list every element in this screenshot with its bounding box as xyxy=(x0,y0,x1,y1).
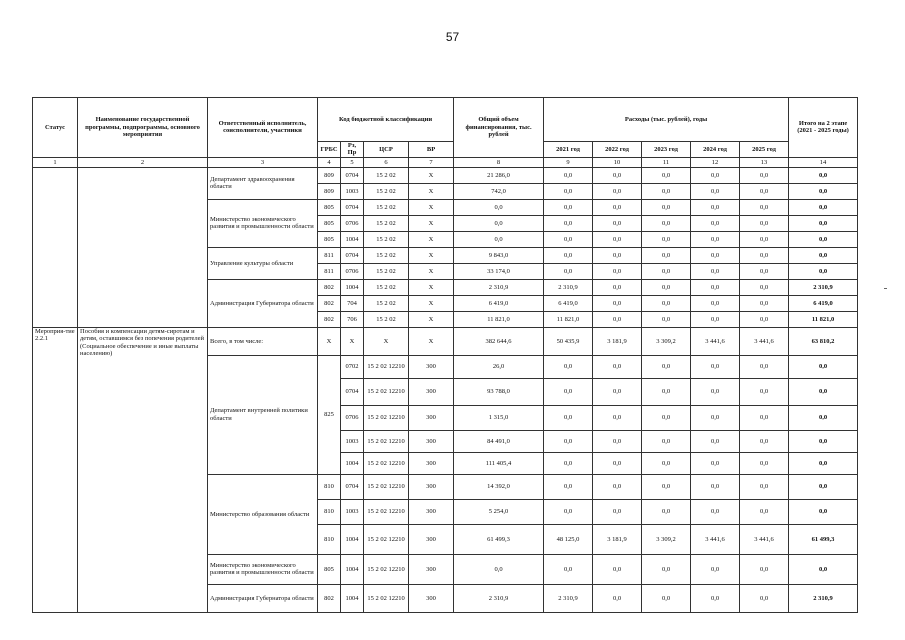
value-cell-y2023: 0,0 xyxy=(642,452,691,474)
stage-total-cell: 0,0 xyxy=(789,355,858,378)
grbs-cell: 805 xyxy=(318,199,341,215)
value-cell-y2023: 0,0 xyxy=(642,499,691,524)
rzpr-cell: 0706 xyxy=(341,263,364,279)
header-stage-total: Итого на 2 этапе (2021 - 2025 годы) xyxy=(789,98,858,158)
vr-cell: 300 xyxy=(409,584,454,612)
value-cell-y2022: 0,0 xyxy=(593,311,642,327)
value-cell-y2025: 3 441,6 xyxy=(740,327,789,355)
value-cell-y2023: 0,0 xyxy=(642,263,691,279)
value-cell-y2023: 0,0 xyxy=(642,378,691,405)
header-csr: ЦСР xyxy=(364,142,409,158)
stage-total-cell: 61 499,3 xyxy=(789,524,858,554)
csr-cell: 15 2 02 12210 xyxy=(364,405,409,430)
vr-cell: Х xyxy=(409,311,454,327)
value-cell-y2025: 0,0 xyxy=(740,474,789,499)
csr-cell: 15 2 02 12210 xyxy=(364,554,409,584)
grbs-cell: 809 xyxy=(318,167,341,183)
value-cell-y2021: 0,0 xyxy=(544,430,593,452)
value-cell-y2021: 0,0 xyxy=(544,183,593,199)
header-status: Статус xyxy=(33,98,78,158)
value-cell-y2021: 0,0 xyxy=(544,499,593,524)
code-cell-grbs: Х xyxy=(318,327,341,355)
value-cell-y2024: 0,0 xyxy=(691,355,740,378)
vr-cell: Х xyxy=(409,295,454,311)
value-cell-y2022: 0,0 xyxy=(593,167,642,183)
value-cell-total: 61 499,3 xyxy=(454,524,544,554)
value-cell-total: 0,0 xyxy=(454,215,544,231)
rzpr-cell: 1004 xyxy=(341,554,364,584)
value-cell-total: 111 405,4 xyxy=(454,452,544,474)
csr-cell: 15 2 02 xyxy=(364,167,409,183)
header-name: Наименование государственной программы, подпрограммы, основного мероприятия xyxy=(78,98,208,158)
executor-cell: Министерство экономического развития и промышленности области xyxy=(208,199,318,247)
value-cell-total: 21 286,0 xyxy=(454,167,544,183)
rzpr-cell: 0702 xyxy=(341,355,364,378)
value-cell-y2024: 0,0 xyxy=(691,378,740,405)
value-cell-y2021: 0,0 xyxy=(544,263,593,279)
value-cell-y2023: 0,0 xyxy=(642,474,691,499)
grbs-cell: 802 xyxy=(318,584,341,612)
value-cell-y2021: 11 821,0 xyxy=(544,311,593,327)
value-cell-y2025: 3 441,6 xyxy=(740,524,789,554)
value-cell-y2024: 0,0 xyxy=(691,584,740,612)
column-number: 5 xyxy=(341,157,364,167)
vr-cell: Х xyxy=(409,263,454,279)
grbs-cell: 802 xyxy=(318,311,341,327)
value-cell-y2022: 0,0 xyxy=(593,584,642,612)
value-cell-y2022: 0,0 xyxy=(593,295,642,311)
vr-cell: 300 xyxy=(409,378,454,405)
value-cell-total: 0,0 xyxy=(454,231,544,247)
stage-total-cell: 0,0 xyxy=(789,247,858,263)
value-cell-y2025: 0,0 xyxy=(740,231,789,247)
csr-cell: 15 2 02 xyxy=(364,247,409,263)
rzpr-cell: 1004 xyxy=(341,524,364,554)
csr-cell: 15 2 02 12210 xyxy=(364,499,409,524)
grbs-cell: 802 xyxy=(318,279,341,295)
executor-cell: Департамент здравоохранения области xyxy=(208,167,318,199)
csr-cell: 15 2 02 12210 xyxy=(364,474,409,499)
rzpr-cell: 0706 xyxy=(341,405,364,430)
csr-cell: 15 2 02 xyxy=(364,231,409,247)
value-cell-total: 33 174,0 xyxy=(454,263,544,279)
value-cell-y2024: 0,0 xyxy=(691,554,740,584)
rzpr-cell: 1004 xyxy=(341,279,364,295)
value-cell-y2023: 0,0 xyxy=(642,279,691,295)
value-cell-y2024: 0,0 xyxy=(691,474,740,499)
vr-cell: Х xyxy=(409,199,454,215)
value-cell-y2022: 0,0 xyxy=(593,279,642,295)
rzpr-cell: 1004 xyxy=(341,452,364,474)
csr-cell: 15 2 02 12210 xyxy=(364,452,409,474)
header-rzpr: Рз, Пр xyxy=(341,142,364,158)
value-cell-y2023: 0,0 xyxy=(642,355,691,378)
grbs-cell: 825 xyxy=(318,355,341,474)
grbs-cell: 810 xyxy=(318,524,341,554)
value-cell-y2024: 0,0 xyxy=(691,199,740,215)
rzpr-cell: 1003 xyxy=(341,430,364,452)
grbs-cell: 811 xyxy=(318,247,341,263)
value-cell-y2024: 0,0 xyxy=(691,247,740,263)
value-cell-y2022: 0,0 xyxy=(593,355,642,378)
csr-cell: 15 2 02 12210 xyxy=(364,355,409,378)
value-cell-y2022: 0,0 xyxy=(593,263,642,279)
vr-cell: 300 xyxy=(409,452,454,474)
value-cell-y2023: 3 309,2 xyxy=(642,524,691,554)
rzpr-cell: 1003 xyxy=(341,183,364,199)
value-cell-y2024: 3 441,6 xyxy=(691,327,740,355)
vr-cell: 300 xyxy=(409,524,454,554)
executor-cell: Департамент внутренней политики области xyxy=(208,355,318,474)
value-cell-y2023: 3 309,2 xyxy=(642,327,691,355)
table-row xyxy=(33,167,858,183)
vr-cell: Х xyxy=(409,167,454,183)
rzpr-cell: 0704 xyxy=(341,378,364,405)
csr-cell: 15 2 02 xyxy=(364,263,409,279)
value-cell-y2024: 0,0 xyxy=(691,452,740,474)
value-cell-y2022: 0,0 xyxy=(593,430,642,452)
grbs-cell: 805 xyxy=(318,554,341,584)
stage-total-cell: 2 310,9 xyxy=(789,584,858,612)
value-cell-y2023: 0,0 xyxy=(642,584,691,612)
csr-cell: 15 2 02 12210 xyxy=(364,378,409,405)
value-cell-y2024: 0,0 xyxy=(691,183,740,199)
value-cell-y2025: 0,0 xyxy=(740,263,789,279)
column-number: 1 xyxy=(33,157,78,167)
column-number: 10 xyxy=(593,157,642,167)
value-cell-y2023: 0,0 xyxy=(642,311,691,327)
value-cell-y2022: 3 181,9 xyxy=(593,524,642,554)
value-cell-y2025: 0,0 xyxy=(740,199,789,215)
vr-cell: Х xyxy=(409,183,454,199)
value-cell-y2025: 0,0 xyxy=(740,430,789,452)
value-cell-y2025: 0,0 xyxy=(740,247,789,263)
value-cell-y2022: 0,0 xyxy=(593,378,642,405)
value-cell-total: 382 644,6 xyxy=(454,327,544,355)
value-cell-y2025: 0,0 xyxy=(740,279,789,295)
value-cell-total: 11 821,0 xyxy=(454,311,544,327)
vr-cell: Х xyxy=(409,279,454,295)
header-year-2022: 2022 год xyxy=(593,142,642,158)
value-cell-total: 84 491,0 xyxy=(454,430,544,452)
value-cell-y2025: 0,0 xyxy=(740,499,789,524)
rzpr-cell: 1003 xyxy=(341,499,364,524)
grbs-cell: 811 xyxy=(318,263,341,279)
grbs-cell: 802 xyxy=(318,295,341,311)
header-expenses: Расходы (тыс. рублей), годы xyxy=(544,98,789,142)
value-cell-y2022: 0,0 xyxy=(593,247,642,263)
value-cell-y2021: 0,0 xyxy=(544,247,593,263)
stage-total-cell: 0,0 xyxy=(789,554,858,584)
value-cell-y2024: 0,0 xyxy=(691,295,740,311)
name-cell-empty xyxy=(78,167,208,327)
value-cell-y2023: 0,0 xyxy=(642,247,691,263)
value-cell-y2024: 3 441,6 xyxy=(691,524,740,554)
value-cell-y2021: 50 435,9 xyxy=(544,327,593,355)
value-cell-y2024: 0,0 xyxy=(691,430,740,452)
value-cell-total: 5 254,0 xyxy=(454,499,544,524)
value-cell-y2023: 0,0 xyxy=(642,430,691,452)
stage-total-cell: 0,0 xyxy=(789,474,858,499)
column-number-row xyxy=(33,157,858,167)
value-cell-y2021: 0,0 xyxy=(544,378,593,405)
csr-cell: 15 2 02 12210 xyxy=(364,524,409,554)
stage-total-cell: 0,0 xyxy=(789,405,858,430)
value-cell-y2025: 0,0 xyxy=(740,215,789,231)
column-number: 14 xyxy=(789,157,858,167)
stage-total-cell: 6 419,0 xyxy=(789,295,858,311)
value-cell-y2023: 0,0 xyxy=(642,231,691,247)
value-cell-y2025: 0,0 xyxy=(740,355,789,378)
value-cell-y2023: 0,0 xyxy=(642,405,691,430)
grbs-cell: 805 xyxy=(318,215,341,231)
stage-total-cell: 0,0 xyxy=(789,231,858,247)
grbs-cell: 810 xyxy=(318,474,341,499)
margin-dash xyxy=(884,288,887,289)
vr-cell: 300 xyxy=(409,554,454,584)
value-cell-y2022: 3 181,9 xyxy=(593,327,642,355)
csr-cell: 15 2 02 xyxy=(364,199,409,215)
value-cell-y2025: 0,0 xyxy=(740,183,789,199)
value-cell-y2022: 0,0 xyxy=(593,231,642,247)
value-cell-total: 26,0 xyxy=(454,355,544,378)
value-cell-y2025: 0,0 xyxy=(740,311,789,327)
value-cell-total: 9 843,0 xyxy=(454,247,544,263)
page-number: 57 xyxy=(445,30,460,44)
stage-total-cell: 63 810,2 xyxy=(789,327,858,355)
value-cell-total: 0,0 xyxy=(454,554,544,584)
stage-total-cell: 2 310,9 xyxy=(789,279,858,295)
code-cell-vr: Х xyxy=(409,327,454,355)
column-number: 3 xyxy=(208,157,318,167)
vr-cell: 300 xyxy=(409,499,454,524)
executor-cell: Министерство образования области xyxy=(208,474,318,554)
rzpr-cell: 1004 xyxy=(341,584,364,612)
stage-total-cell: 0,0 xyxy=(789,452,858,474)
grbs-cell: 810 xyxy=(318,499,341,524)
stage-total-cell: 0,0 xyxy=(789,183,858,199)
stage-total-cell: 0,0 xyxy=(789,263,858,279)
column-number: 4 xyxy=(318,157,341,167)
status-cell-empty xyxy=(33,167,78,327)
stage-total-cell: 11 821,0 xyxy=(789,311,858,327)
rzpr-cell: 0704 xyxy=(341,199,364,215)
header-year-2025: 2025 год xyxy=(740,142,789,158)
csr-cell: 15 2 02 xyxy=(364,279,409,295)
table-row-total xyxy=(33,327,858,355)
value-cell-y2022: 0,0 xyxy=(593,199,642,215)
vr-cell: 300 xyxy=(409,430,454,452)
stage-total-cell: 0,0 xyxy=(789,378,858,405)
value-cell-y2025: 0,0 xyxy=(740,378,789,405)
csr-cell: 15 2 02 12210 xyxy=(364,430,409,452)
rzpr-cell: 0706 xyxy=(341,215,364,231)
vr-cell: 300 xyxy=(409,474,454,499)
value-cell-y2021: 0,0 xyxy=(544,199,593,215)
code-cell-rz: Х xyxy=(341,327,364,355)
column-number: 8 xyxy=(454,157,544,167)
value-cell-y2023: 0,0 xyxy=(642,183,691,199)
stage-total-cell: 0,0 xyxy=(789,499,858,524)
value-cell-y2021: 0,0 xyxy=(544,215,593,231)
vr-cell: 300 xyxy=(409,355,454,378)
value-cell-total: 14 392,0 xyxy=(454,474,544,499)
value-cell-total: 93 788,0 xyxy=(454,378,544,405)
value-cell-y2021: 0,0 xyxy=(544,474,593,499)
vr-cell: Х xyxy=(409,215,454,231)
column-number: 7 xyxy=(409,157,454,167)
executor-cell: Управление культуры области xyxy=(208,247,318,279)
value-cell-y2021: 0,0 xyxy=(544,167,593,183)
value-cell-total: 2 310,9 xyxy=(454,279,544,295)
measure-status-cell: Мероприя-тие 2.2.1 xyxy=(33,327,78,612)
value-cell-y2024: 0,0 xyxy=(691,167,740,183)
value-cell-y2025: 0,0 xyxy=(740,554,789,584)
value-cell-y2025: 0,0 xyxy=(740,452,789,474)
executor-cell: Администрация Губернатора области xyxy=(208,584,318,612)
executor-cell: Министерство экономического развития и промышленности области xyxy=(208,554,318,584)
grbs-cell: 805 xyxy=(318,231,341,247)
value-cell-y2025: 0,0 xyxy=(740,405,789,430)
rzpr-cell: 706 xyxy=(341,311,364,327)
value-cell-y2024: 0,0 xyxy=(691,263,740,279)
value-cell-total: 0,0 xyxy=(454,199,544,215)
executor-cell: Всего, в том числе: xyxy=(208,327,318,355)
value-cell-y2024: 0,0 xyxy=(691,215,740,231)
header-year-2024: 2024 год xyxy=(691,142,740,158)
vr-cell: 300 xyxy=(409,405,454,430)
header-year-2021: 2021 год xyxy=(544,142,593,158)
value-cell-y2025: 0,0 xyxy=(740,295,789,311)
header-year-2023: 2023 год xyxy=(642,142,691,158)
csr-cell: 15 2 02 xyxy=(364,215,409,231)
stage-total-cell: 0,0 xyxy=(789,430,858,452)
value-cell-y2021: 0,0 xyxy=(544,231,593,247)
value-cell-y2021: 2 310,9 xyxy=(544,279,593,295)
stage-total-cell: 0,0 xyxy=(789,167,858,183)
csr-cell: 15 2 02 xyxy=(364,295,409,311)
column-number: 11 xyxy=(642,157,691,167)
header-grbs: ГРБС xyxy=(318,142,341,158)
value-cell-y2024: 0,0 xyxy=(691,231,740,247)
rzpr-cell: 0704 xyxy=(341,167,364,183)
value-cell-y2023: 0,0 xyxy=(642,167,691,183)
rzpr-cell: 0704 xyxy=(341,247,364,263)
value-cell-total: 2 310,9 xyxy=(454,584,544,612)
value-cell-y2024: 0,0 xyxy=(691,405,740,430)
value-cell-y2021: 2 310,9 xyxy=(544,584,593,612)
csr-cell: 15 2 02 xyxy=(364,183,409,199)
value-cell-total: 6 419,0 xyxy=(454,295,544,311)
value-cell-y2022: 0,0 xyxy=(593,554,642,584)
column-number: 12 xyxy=(691,157,740,167)
value-cell-y2025: 0,0 xyxy=(740,584,789,612)
grbs-cell: 809 xyxy=(318,183,341,199)
column-number: 9 xyxy=(544,157,593,167)
value-cell-y2023: 0,0 xyxy=(642,554,691,584)
value-cell-y2024: 0,0 xyxy=(691,499,740,524)
column-number: 13 xyxy=(740,157,789,167)
header-total: Общий объем финансирования, тыс. рублей xyxy=(454,98,544,158)
rzpr-cell: 0704 xyxy=(341,474,364,499)
value-cell-y2025: 0,0 xyxy=(740,167,789,183)
value-cell-y2022: 0,0 xyxy=(593,499,642,524)
value-cell-y2023: 0,0 xyxy=(642,215,691,231)
vr-cell: Х xyxy=(409,247,454,263)
column-number: 6 xyxy=(364,157,409,167)
value-cell-y2022: 0,0 xyxy=(593,183,642,199)
stage-total-cell: 0,0 xyxy=(789,215,858,231)
csr-cell: 15 2 02 xyxy=(364,311,409,327)
value-cell-y2022: 0,0 xyxy=(593,215,642,231)
value-cell-y2021: 0,0 xyxy=(544,355,593,378)
rzpr-cell: 1004 xyxy=(341,231,364,247)
rzpr-cell: 704 xyxy=(341,295,364,311)
header-budget-code: Код бюджетной классификации xyxy=(318,98,454,142)
value-cell-y2021: 48 125,0 xyxy=(544,524,593,554)
column-number: 2 xyxy=(78,157,208,167)
value-cell-total: 742,0 xyxy=(454,183,544,199)
value-cell-y2023: 0,0 xyxy=(642,295,691,311)
value-cell-y2022: 0,0 xyxy=(593,474,642,499)
value-cell-y2021: 0,0 xyxy=(544,554,593,584)
value-cell-y2021: 0,0 xyxy=(544,405,593,430)
budget-table xyxy=(32,97,858,613)
value-cell-y2024: 0,0 xyxy=(691,279,740,295)
value-cell-y2022: 0,0 xyxy=(593,452,642,474)
vr-cell: Х xyxy=(409,231,454,247)
value-cell-total: 1 315,0 xyxy=(454,405,544,430)
value-cell-y2022: 0,0 xyxy=(593,405,642,430)
measure-name-cell: Пособия и компенсации детям-сиротам и детям, оставшимся без попечения родителей (Социальное обеспечение и иные выплаты населению) xyxy=(78,327,208,612)
executor-cell: Администрация Губернатора области xyxy=(208,279,318,327)
value-cell-y2024: 0,0 xyxy=(691,311,740,327)
value-cell-y2021: 0,0 xyxy=(544,452,593,474)
header-vr: ВР xyxy=(409,142,454,158)
value-cell-y2023: 0,0 xyxy=(642,199,691,215)
value-cell-y2021: 6 419,0 xyxy=(544,295,593,311)
csr-cell: 15 2 02 12210 xyxy=(364,584,409,612)
header-executor: Ответственный исполнитель, соисполнители, участники xyxy=(208,98,318,158)
code-cell-csr: Х xyxy=(364,327,409,355)
stage-total-cell: 0,0 xyxy=(789,199,858,215)
